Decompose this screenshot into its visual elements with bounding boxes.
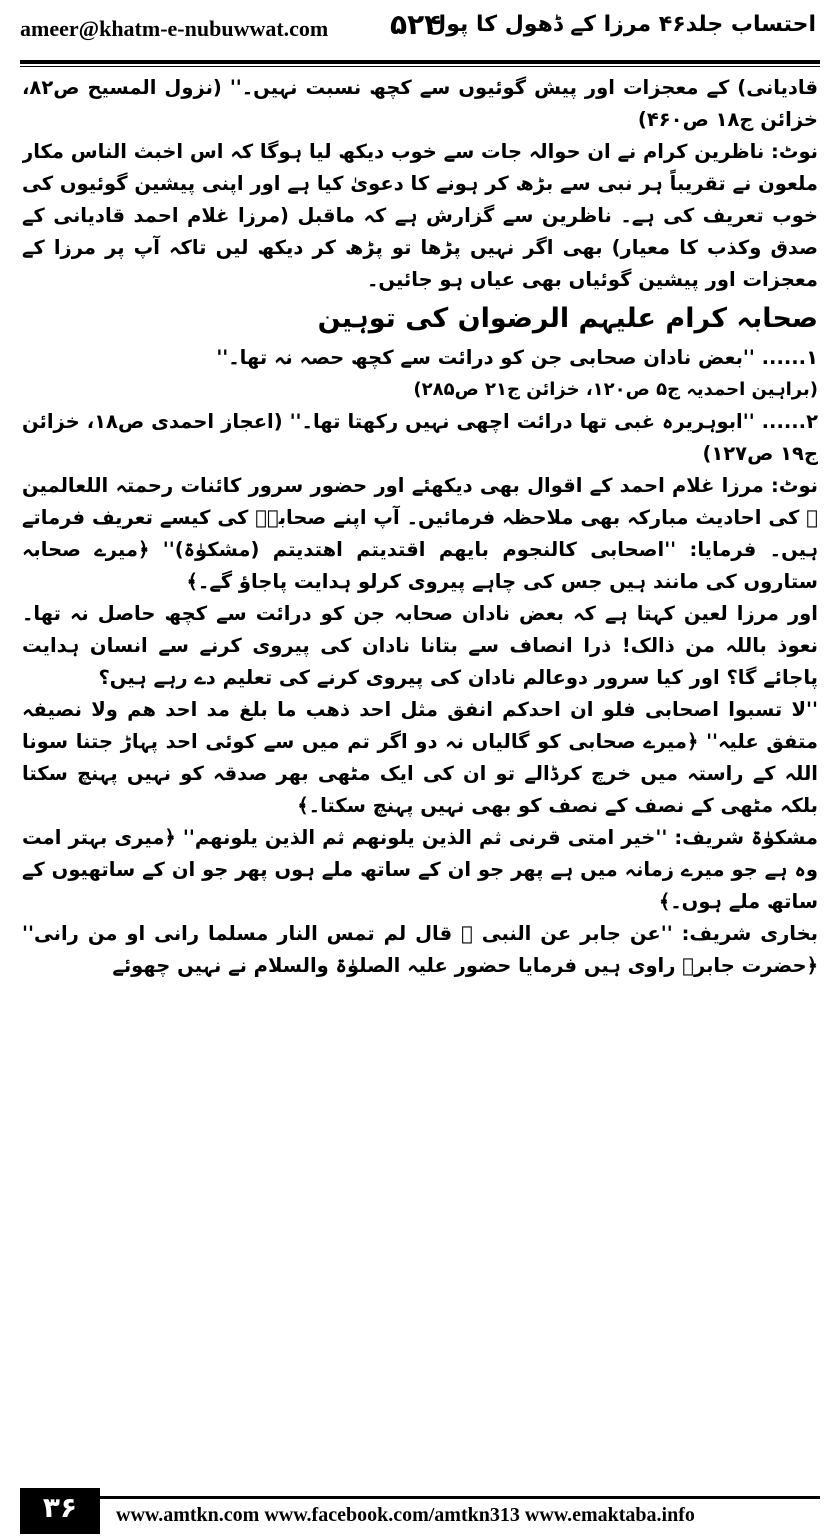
paragraph-2: نوٹ: ناظرین کرام نے ان حوالہ جات سے خوب دیکھ لیا ہوگا کہ اس اخبث الناس مکار ملعون نے تقریباً ہر نبی سے بڑھ کر ہونے کا دعویٰ کیا ہے اور اپنی پیشین گوئیوں کی خوب تعریف کی ہے۔ ناظرین سے گزارش ہے کہ ماقبل (مرزا غلام احمد قادیانی کے صدق وکذب کا معیار) بھی اگر نہیں پڑھا تو پڑھ کر دیکھ لیں تاکہ آپ پر مرزا کے معجزات اور پیشین گوئیاں بھی عیاں ہو جائیں۔ bbox=[22, 140, 818, 291]
footer-page-number: ۳۶ bbox=[20, 1488, 100, 1534]
page-footer bbox=[20, 1488, 820, 1534]
page-header bbox=[20, 6, 820, 50]
section-heading: صحابہ کرام علیہم الرضوان کی توہین bbox=[317, 303, 818, 334]
footer-links[interactable]: www.amtkn.com www.facebook.com/amtkn313 www.emaktaba.info bbox=[116, 1504, 695, 1526]
paragraph-1: قادیانی) کے معجزات اور پیش گوئیوں سے کچھ نسبت نہیں۔'' (نزول المسیح ص۸۲، خزائن ج۱۸ ص۴۶۰) bbox=[22, 76, 818, 131]
header-divider bbox=[20, 60, 820, 64]
list-item-2: ۲...... ''ابوہریرہ غبی تھا درائت اچھی نہیں رکھتا تھا۔'' (اعجاز احمدی ص۱۸، خزائن ج۱۹ ص۱۲۷) bbox=[22, 410, 818, 465]
paragraph-6: مشکوٰۃ شریف: ''خیر امتی قرنی ثم الذین یلونھم ثم الذین یلونھم'' ﴿میری بہتر امت وہ ہے جو میرے زمانہ میں ہے پھر جو ان کے ساتھ ملے ہوں پھر جو ان کے ساتھیوں کے ساتھ ملے ہوں۔﴾ bbox=[22, 826, 818, 913]
paragraph-5: ''لا تسبوا اصحابی فلو ان احدکم انفق مثل احد ذھب ما بلغ مد احد ھم ولا نصیفہ متفق علیہ'' ﴿میرے صحابی کو گالیاں نہ دو اگر تم میں سے کوئی احد پہاڑ جتنا سونا اللہ کے راستہ میں خرچ کرڈالے تو ان کی ایک مٹھی بھر صدقہ کو نہیں پہنچ سکتا بلکہ مٹھی کے نصف کے نصف کو بھی نہیں پہنچ سکتا۔﴾ bbox=[22, 698, 818, 817]
paragraph-7: بخاری شریف: ''عن جابر عن النبی ﷺ قال لم تمس النار مسلما رانی او من رانی'' ﴿حضرت جابرؓ راوی ہیں فرمایا حضور علیہ الصلوٰۃ والسلام نے نہیں چھوئے bbox=[22, 922, 818, 977]
paragraph-4: اور مرزا لعین کہتا ہے کہ بعض نادان صحابہ جن کو درائت سے کچھ حاصل نہ تھا۔ نعوذ باللہ من ذالک! ذرا انصاف سے بتانا نادان کی پیروی کرنے سے انسان ہدایت پاجائے گا؟ اور کیا سرور دوعالم نادان کی پیروی کرنے کی تعلیم دے رہے ہیں؟ bbox=[22, 602, 818, 689]
list-item-1: ۱...... ''بعض نادان صحابی جن کو درائت سے کچھ حصہ نہ تھا۔'' bbox=[216, 346, 818, 369]
header-email[interactable]: ameer@khatm-e-nubuwwat.com bbox=[20, 16, 329, 41]
page-body bbox=[22, 72, 818, 1482]
header-page-number: ۵۲۴ bbox=[390, 8, 442, 41]
list-item-1-reference: (براہین احمدیہ ج۵ ص۱۲۰، خزائن ج۲۱ ص۲۸۵) bbox=[413, 379, 818, 400]
header-title: احتساب جلد۴۶ مرزا کے ڈھول کا پول bbox=[427, 12, 816, 37]
paragraph-3: نوٹ: مرزا غلام احمد کے اقوال بھی دیکھئے اور حضور سرور کائنات رحمتہ اللعالمین ﷺ کی احادیث مبارکہ بھی ملاحظہ فرمائیں۔ آپ اپنے صحابہؓ کی کیسے تعریف فرماتے ہیں۔ فرمایا: ''اصحابی کالنجوم بایھم اقتدیتم اھتدیتم (مشکوٰۃ)'' ﴿میرے صحابہ ستاروں کی مانند ہیں جس کی چاہے پیروی کرلو ہدایت پاجاؤ گے۔﴾ bbox=[22, 474, 818, 593]
footer-divider bbox=[20, 1496, 820, 1499]
header-divider-thin bbox=[20, 66, 820, 67]
